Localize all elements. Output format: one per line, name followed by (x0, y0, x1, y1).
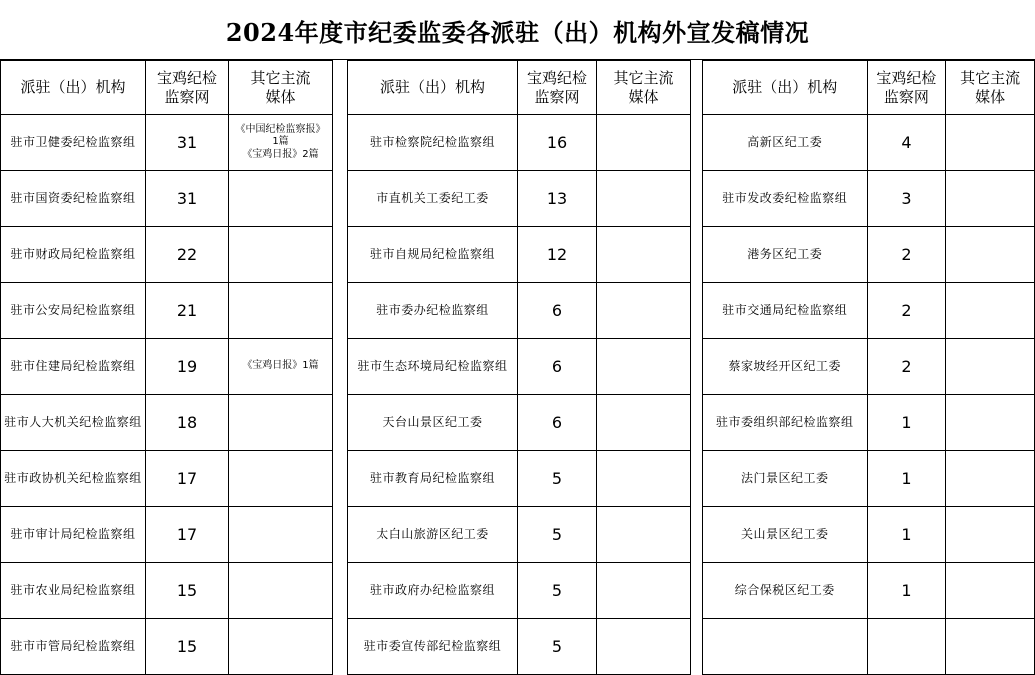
table-row (1, 563, 333, 619)
other-media-cell (229, 619, 333, 675)
article-count-cell: 5 (518, 507, 597, 563)
article-count-cell: 3 (867, 171, 946, 227)
table-row (1, 115, 333, 171)
other-media-cell (597, 115, 691, 171)
org-name-cell: 驻市人大机关纪检监察组 (1, 395, 146, 451)
table-row (348, 227, 691, 283)
table-row (348, 451, 691, 507)
article-count-cell: 2 (867, 283, 946, 339)
org-name-cell: 驻市交通局纪检监察组 (703, 283, 868, 339)
table-row (348, 171, 691, 227)
org-name-cell: 驻市市管局纪检监察组 (1, 619, 146, 675)
table-row (703, 171, 1035, 227)
article-count-cell: 1 (867, 451, 946, 507)
org-name-cell: 驻市委办纪检监察组 (348, 283, 518, 339)
other-media-cell (946, 563, 1035, 619)
other-media-cell: 《宝鸡日报》1篇 (229, 339, 333, 395)
table-row (348, 619, 691, 675)
article-count-cell: 5 (518, 619, 597, 675)
page-title: 2024年度市纪委监委各派驻（出）机构外宣发稿情况 (225, 17, 810, 47)
org-name-cell: 驻市检察院纪检监察组 (348, 115, 518, 171)
org-name-cell: 高新区纪工委 (703, 115, 868, 171)
org-name-cell: 驻市发改委纪检监察组 (703, 171, 868, 227)
article-count-cell: 21 (146, 283, 229, 339)
org-name-cell: 天台山景区纪工委 (348, 395, 518, 451)
article-count-cell: 12 (518, 227, 597, 283)
report-table-2 (347, 60, 691, 675)
header-other: 其它主流 媒体 (597, 61, 691, 115)
article-count-cell: 17 (146, 451, 229, 507)
report-table-3 (702, 60, 1035, 675)
other-media-cell (946, 507, 1035, 563)
org-name-cell: 驻市农业局纪检监察组 (1, 563, 146, 619)
article-count-cell: 2 (867, 339, 946, 395)
other-media-cell (946, 451, 1035, 507)
header-org: 派驻（出）机构 (703, 61, 868, 115)
table-row (1, 171, 333, 227)
article-count-cell: 18 (146, 395, 229, 451)
article-count-cell: 31 (146, 171, 229, 227)
article-count-cell: 15 (146, 619, 229, 675)
table-row (348, 507, 691, 563)
table-row (1, 619, 333, 675)
other-media-cell: 《中国纪检监察报》 1篇 《宝鸡日报》2篇 (229, 115, 333, 171)
other-media-cell (597, 619, 691, 675)
org-name-cell: 蔡家坡经开区纪工委 (703, 339, 868, 395)
header-org: 派驻（出）机构 (1, 61, 146, 115)
other-media-cell (597, 339, 691, 395)
table-row (703, 283, 1035, 339)
article-count-cell: 4 (867, 115, 946, 171)
header-site: 宝鸡纪检 监察网 (518, 61, 597, 115)
org-name-cell: 驻市政协机关纪检监察组 (1, 451, 146, 507)
other-media-cell (597, 227, 691, 283)
other-media-cell (597, 451, 691, 507)
table-row (703, 227, 1035, 283)
org-name-cell: 驻市住建局纪检监察组 (1, 339, 146, 395)
article-count-cell: 31 (146, 115, 229, 171)
org-name-cell: 驻市国资委纪检监察组 (1, 171, 146, 227)
other-media-cell (597, 171, 691, 227)
org-name-cell: 驻市委宣传部纪检监察组 (348, 619, 518, 675)
other-media-cell (597, 563, 691, 619)
org-name-cell: 市直机关工委纪工委 (348, 171, 518, 227)
table-row (1, 395, 333, 451)
table-header-row (348, 61, 691, 115)
other-media-cell (946, 283, 1035, 339)
other-media-cell (229, 283, 333, 339)
other-media-cell (946, 395, 1035, 451)
header-site: 宝鸡纪检 监察网 (146, 61, 229, 115)
table-row (703, 563, 1035, 619)
org-name-cell: 驻市政府办纪检监察组 (348, 563, 518, 619)
org-name-cell: 驻市生态环境局纪检监察组 (348, 339, 518, 395)
org-name-cell: 驻市审计局纪检监察组 (1, 507, 146, 563)
article-count-cell: 17 (146, 507, 229, 563)
article-count-cell: 6 (518, 283, 597, 339)
article-count-cell: 1 (867, 563, 946, 619)
table-row (703, 339, 1035, 395)
header-other: 其它主流 媒体 (229, 61, 333, 115)
table-row (348, 283, 691, 339)
other-media-cell (229, 563, 333, 619)
table-row (348, 395, 691, 451)
header-site: 宝鸡纪检 监察网 (867, 61, 946, 115)
org-name-cell: 驻市教育局纪检监察组 (348, 451, 518, 507)
table-row (1, 283, 333, 339)
org-name-cell: 关山景区纪工委 (703, 507, 868, 563)
org-name-cell: 驻市自规局纪检监察组 (348, 227, 518, 283)
table-row (348, 339, 691, 395)
other-media-cell (946, 171, 1035, 227)
article-count-cell: 5 (518, 563, 597, 619)
org-name-cell: 综合保税区纪工委 (703, 563, 868, 619)
article-count-cell: 1 (867, 507, 946, 563)
article-count-cell: 16 (518, 115, 597, 171)
other-media-cell (229, 171, 333, 227)
table-header-row (1, 61, 333, 115)
table-row (703, 115, 1035, 171)
table-row (348, 563, 691, 619)
org-name-cell: 驻市财政局纪检监察组 (1, 227, 146, 283)
table-header-row (703, 61, 1035, 115)
other-media-cell (597, 507, 691, 563)
other-media-cell (946, 619, 1035, 675)
other-media-cell (946, 339, 1035, 395)
article-count-cell: 1 (867, 395, 946, 451)
article-count-cell: 6 (518, 339, 597, 395)
header-other: 其它主流 媒体 (946, 61, 1035, 115)
article-count-cell: 2 (867, 227, 946, 283)
article-count-cell (867, 619, 946, 675)
org-name-cell: 太白山旅游区纪工委 (348, 507, 518, 563)
other-media-cell (946, 227, 1035, 283)
table-row (1, 227, 333, 283)
other-media-cell (597, 395, 691, 451)
article-count-cell: 15 (146, 563, 229, 619)
other-media-cell (229, 507, 333, 563)
other-media-cell (229, 227, 333, 283)
org-name-cell: 港务区纪工委 (703, 227, 868, 283)
table-row (703, 507, 1035, 563)
table-row (1, 507, 333, 563)
other-media-cell (229, 395, 333, 451)
other-media-cell (946, 115, 1035, 171)
table-row (703, 451, 1035, 507)
article-count-cell: 6 (518, 395, 597, 451)
article-count-cell: 22 (146, 227, 229, 283)
article-count-cell: 13 (518, 171, 597, 227)
table-row (348, 115, 691, 171)
org-name-cell: 法门景区纪工委 (703, 451, 868, 507)
report-table-1 (0, 60, 333, 675)
article-count-cell: 19 (146, 339, 229, 395)
org-name-cell: 驻市公安局纪检监察组 (1, 283, 146, 339)
header-org: 派驻（出）机构 (348, 61, 518, 115)
table-row (703, 619, 1035, 675)
org-name-cell: 驻市卫健委纪检监察组 (1, 115, 146, 171)
other-media-cell (229, 451, 333, 507)
org-name-cell (703, 619, 868, 675)
table-row (703, 395, 1035, 451)
other-media-cell (597, 283, 691, 339)
article-count-cell: 5 (518, 451, 597, 507)
org-name-cell: 驻市委组织部纪检监察组 (703, 395, 868, 451)
table-row (1, 451, 333, 507)
table-row (1, 339, 333, 395)
